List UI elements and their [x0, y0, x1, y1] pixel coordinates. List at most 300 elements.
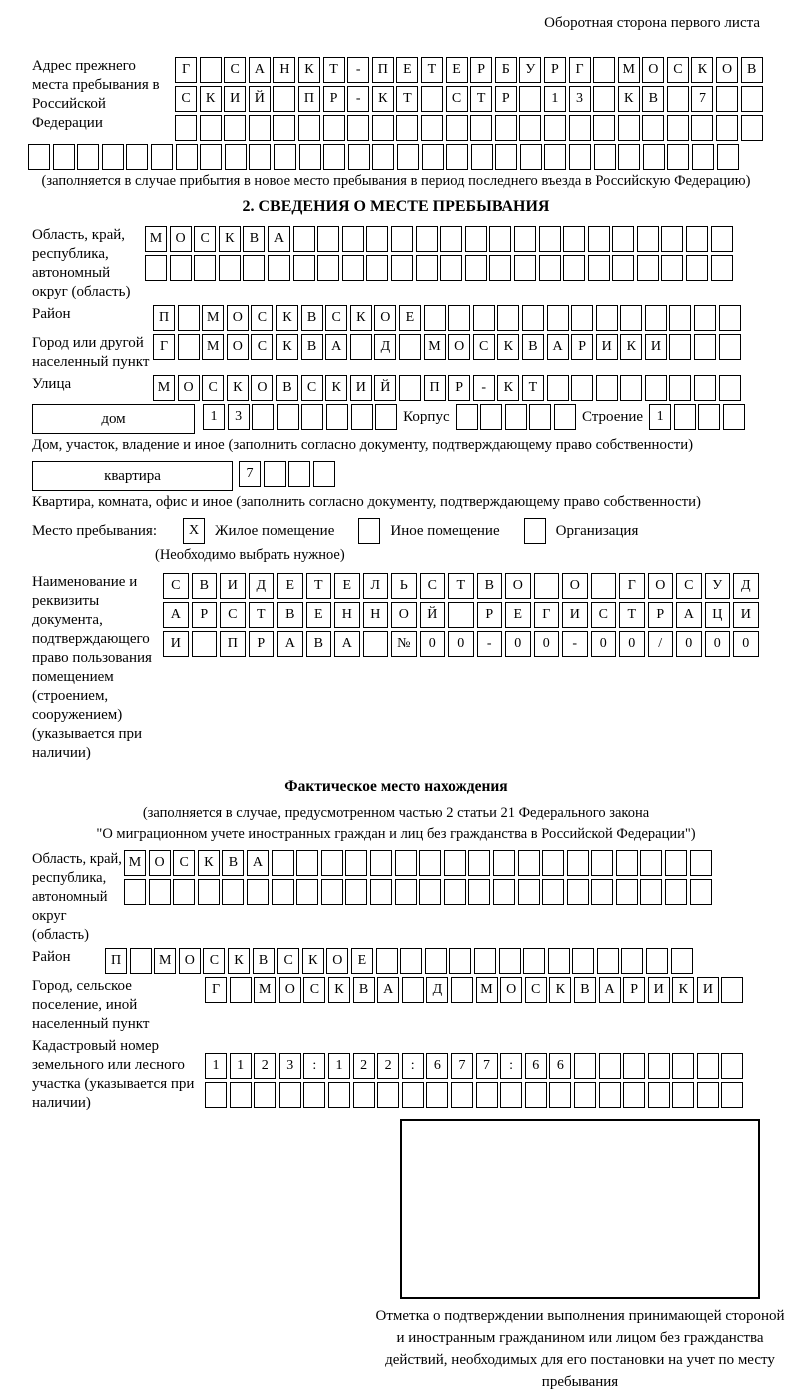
form-cell[interactable]: [544, 115, 566, 141]
form-cell[interactable]: [542, 879, 564, 905]
form-cell[interactable]: [416, 255, 438, 281]
form-cell[interactable]: [370, 879, 392, 905]
form-cell[interactable]: Р: [648, 602, 674, 628]
form-cell[interactable]: К: [497, 375, 519, 401]
form-cell[interactable]: [222, 879, 244, 905]
form-cell[interactable]: С: [525, 977, 547, 1003]
form-cell[interactable]: 3: [569, 86, 591, 112]
form-cell[interactable]: С: [203, 948, 225, 974]
form-cell[interactable]: К: [200, 86, 222, 112]
form-cell[interactable]: [694, 334, 716, 360]
form-cell[interactable]: А: [247, 850, 269, 876]
form-cell[interactable]: [219, 255, 241, 281]
form-cell[interactable]: [661, 226, 683, 252]
form-cell[interactable]: [402, 1082, 424, 1108]
form-cell[interactable]: [296, 879, 318, 905]
form-cell[interactable]: А: [547, 334, 569, 360]
form-cell[interactable]: 7: [451, 1053, 473, 1079]
form-cell[interactable]: [716, 86, 738, 112]
form-cell[interactable]: [721, 1082, 743, 1108]
form-cell[interactable]: П: [298, 86, 320, 112]
form-cell[interactable]: К: [549, 977, 571, 1003]
form-cell[interactable]: [440, 255, 462, 281]
form-cell[interactable]: Л: [363, 573, 389, 599]
form-cell[interactable]: [697, 1082, 719, 1108]
form-cell[interactable]: В: [522, 334, 544, 360]
form-cell[interactable]: 6: [426, 1053, 448, 1079]
form-cell[interactable]: Р: [448, 375, 470, 401]
form-cell[interactable]: [151, 144, 173, 170]
house-type-box[interactable]: дом: [32, 404, 195, 434]
form-cell[interactable]: [426, 1082, 448, 1108]
form-cell[interactable]: 7: [691, 86, 713, 112]
form-cell[interactable]: -: [562, 631, 588, 657]
form-cell[interactable]: 0: [676, 631, 702, 657]
form-cell[interactable]: [350, 334, 372, 360]
form-cell[interactable]: 6: [525, 1053, 547, 1079]
form-cell[interactable]: [247, 879, 269, 905]
form-cell[interactable]: [440, 226, 462, 252]
form-cell[interactable]: С: [473, 334, 495, 360]
form-cell[interactable]: Н: [273, 57, 295, 83]
form-cell[interactable]: [328, 1082, 350, 1108]
form-cell[interactable]: [567, 850, 589, 876]
form-cell[interactable]: К: [372, 86, 394, 112]
form-cell[interactable]: 2: [353, 1053, 375, 1079]
form-cell[interactable]: Т: [396, 86, 418, 112]
form-cell[interactable]: [366, 255, 388, 281]
form-cell[interactable]: [252, 404, 274, 430]
form-cell[interactable]: И: [562, 602, 588, 628]
form-cell[interactable]: [646, 948, 668, 974]
form-cell[interactable]: [456, 404, 478, 430]
form-cell[interactable]: [493, 879, 515, 905]
form-cell[interactable]: [529, 404, 551, 430]
form-cell[interactable]: В: [741, 57, 763, 83]
form-cell[interactable]: [694, 305, 716, 331]
form-cell[interactable]: Н: [363, 602, 389, 628]
form-cell[interactable]: [645, 375, 667, 401]
form-cell[interactable]: [571, 305, 593, 331]
form-cell[interactable]: [176, 144, 198, 170]
form-cell[interactable]: [205, 1082, 227, 1108]
form-cell[interactable]: О: [648, 573, 674, 599]
form-cell[interactable]: С: [175, 86, 197, 112]
form-cell[interactable]: [514, 255, 536, 281]
form-cell[interactable]: [465, 255, 487, 281]
form-cell[interactable]: Т: [619, 602, 645, 628]
form-cell[interactable]: [317, 255, 339, 281]
form-cell[interactable]: [178, 334, 200, 360]
form-cell[interactable]: Т: [249, 602, 275, 628]
form-cell[interactable]: 0: [505, 631, 531, 657]
form-cell[interactable]: [523, 948, 545, 974]
form-cell[interactable]: [448, 305, 470, 331]
form-cell[interactable]: [366, 226, 388, 252]
form-cell[interactable]: К: [219, 226, 241, 252]
form-cell[interactable]: В: [353, 977, 375, 1003]
form-cell[interactable]: В: [276, 375, 298, 401]
form-cell[interactable]: [495, 115, 517, 141]
form-cell[interactable]: :: [500, 1053, 522, 1079]
form-cell[interactable]: [539, 226, 561, 252]
form-cell[interactable]: [616, 879, 638, 905]
form-cell[interactable]: Д: [249, 573, 275, 599]
form-cell[interactable]: 7: [239, 461, 261, 487]
form-cell[interactable]: [173, 879, 195, 905]
form-cell[interactable]: [473, 305, 495, 331]
form-cell[interactable]: 1: [649, 404, 671, 430]
form-cell[interactable]: [637, 255, 659, 281]
form-cell[interactable]: [721, 977, 743, 1003]
form-cell[interactable]: [599, 1053, 621, 1079]
form-cell[interactable]: [419, 879, 441, 905]
form-cell[interactable]: [571, 375, 593, 401]
form-cell[interactable]: [520, 144, 542, 170]
form-cell[interactable]: М: [618, 57, 640, 83]
form-cell[interactable]: [567, 879, 589, 905]
form-cell[interactable]: [597, 948, 619, 974]
form-cell[interactable]: К: [198, 850, 220, 876]
form-cell[interactable]: Н: [334, 602, 360, 628]
form-cell[interactable]: [667, 115, 689, 141]
form-cell[interactable]: Д: [374, 334, 396, 360]
form-cell[interactable]: [376, 948, 398, 974]
form-cell[interactable]: С: [251, 334, 273, 360]
form-cell[interactable]: [547, 375, 569, 401]
form-cell[interactable]: В: [642, 86, 664, 112]
form-cell[interactable]: [692, 144, 714, 170]
form-cell[interactable]: [594, 144, 616, 170]
form-cell[interactable]: Е: [334, 573, 360, 599]
form-cell[interactable]: А: [277, 631, 303, 657]
form-cell[interactable]: К: [350, 305, 372, 331]
form-cell[interactable]: [596, 305, 618, 331]
form-cell[interactable]: М: [424, 334, 446, 360]
form-cell[interactable]: О: [179, 948, 201, 974]
form-cell[interactable]: 0: [733, 631, 759, 657]
form-cell[interactable]: [514, 226, 536, 252]
form-cell[interactable]: С: [420, 573, 446, 599]
form-cell[interactable]: [621, 948, 643, 974]
form-cell[interactable]: С: [202, 375, 224, 401]
form-cell[interactable]: 1: [328, 1053, 350, 1079]
form-cell[interactable]: 0: [619, 631, 645, 657]
form-cell[interactable]: :: [303, 1053, 325, 1079]
form-cell[interactable]: О: [326, 948, 348, 974]
form-cell[interactable]: Р: [495, 86, 517, 112]
form-cell[interactable]: [444, 850, 466, 876]
form-cell[interactable]: В: [477, 573, 503, 599]
form-cell[interactable]: [273, 86, 295, 112]
form-cell[interactable]: [671, 948, 693, 974]
form-cell[interactable]: Т: [306, 573, 332, 599]
form-cell[interactable]: [126, 144, 148, 170]
form-cell[interactable]: [719, 305, 741, 331]
form-cell[interactable]: [667, 144, 689, 170]
form-cell[interactable]: [665, 850, 687, 876]
form-cell[interactable]: М: [145, 226, 167, 252]
form-cell[interactable]: [395, 879, 417, 905]
form-cell[interactable]: [495, 144, 517, 170]
form-cell[interactable]: [499, 948, 521, 974]
form-cell[interactable]: [419, 850, 441, 876]
form-cell[interactable]: [497, 305, 519, 331]
form-cell[interactable]: [642, 115, 664, 141]
form-cell[interactable]: Р: [249, 631, 275, 657]
form-cell[interactable]: [194, 255, 216, 281]
form-cell[interactable]: О: [149, 850, 171, 876]
form-cell[interactable]: [717, 144, 739, 170]
form-cell[interactable]: В: [574, 977, 596, 1003]
form-cell[interactable]: [694, 375, 716, 401]
form-cell[interactable]: [124, 879, 146, 905]
form-cell[interactable]: Е: [306, 602, 332, 628]
form-cell[interactable]: [449, 948, 471, 974]
form-cell[interactable]: А: [325, 334, 347, 360]
form-cell[interactable]: [321, 850, 343, 876]
form-cell[interactable]: [416, 226, 438, 252]
form-cell[interactable]: К: [691, 57, 713, 83]
form-cell[interactable]: [721, 1053, 743, 1079]
form-cell[interactable]: [711, 226, 733, 252]
form-cell[interactable]: М: [154, 948, 176, 974]
form-cell[interactable]: [489, 255, 511, 281]
form-cell[interactable]: Г: [619, 573, 645, 599]
form-cell[interactable]: С: [251, 305, 273, 331]
form-cell[interactable]: [524, 518, 546, 544]
form-cell[interactable]: [574, 1082, 596, 1108]
form-cell[interactable]: [596, 375, 618, 401]
form-cell[interactable]: [145, 255, 167, 281]
form-cell[interactable]: [563, 226, 585, 252]
form-cell[interactable]: [149, 879, 171, 905]
form-cell[interactable]: В: [192, 573, 218, 599]
form-cell[interactable]: [648, 1082, 670, 1108]
form-cell[interactable]: [345, 879, 367, 905]
form-cell[interactable]: П: [153, 305, 175, 331]
form-cell[interactable]: 2: [377, 1053, 399, 1079]
form-cell[interactable]: [425, 948, 447, 974]
form-cell[interactable]: О: [227, 305, 249, 331]
form-cell[interactable]: [395, 850, 417, 876]
form-cell[interactable]: П: [105, 948, 127, 974]
form-cell[interactable]: С: [301, 375, 323, 401]
form-cell[interactable]: О: [642, 57, 664, 83]
form-cell[interactable]: Д: [426, 977, 448, 1003]
form-cell[interactable]: [345, 850, 367, 876]
form-cell[interactable]: [351, 404, 373, 430]
form-cell[interactable]: [451, 1082, 473, 1108]
form-cell[interactable]: [665, 879, 687, 905]
form-cell[interactable]: К: [618, 86, 640, 112]
form-cell[interactable]: Ь: [391, 573, 417, 599]
form-cell[interactable]: [230, 977, 252, 1003]
form-cell[interactable]: [323, 144, 345, 170]
form-cell[interactable]: [489, 226, 511, 252]
form-cell[interactable]: Й: [374, 375, 396, 401]
form-cell[interactable]: И: [645, 334, 667, 360]
form-cell[interactable]: [313, 461, 335, 487]
form-cell[interactable]: О: [227, 334, 249, 360]
form-cell[interactable]: [249, 115, 271, 141]
form-cell[interactable]: М: [202, 305, 224, 331]
form-cell[interactable]: М: [254, 977, 276, 1003]
form-cell[interactable]: [424, 305, 446, 331]
form-cell[interactable]: [572, 948, 594, 974]
form-cell[interactable]: [500, 1082, 522, 1108]
form-cell[interactable]: Т: [522, 375, 544, 401]
form-cell[interactable]: [377, 1082, 399, 1108]
form-cell[interactable]: [661, 255, 683, 281]
form-cell[interactable]: [225, 144, 247, 170]
form-cell[interactable]: [198, 879, 220, 905]
form-cell[interactable]: 0: [534, 631, 560, 657]
form-cell[interactable]: [476, 1082, 498, 1108]
form-cell[interactable]: [342, 255, 364, 281]
form-cell[interactable]: В: [253, 948, 275, 974]
form-cell[interactable]: [686, 226, 708, 252]
form-cell[interactable]: [254, 1082, 276, 1108]
form-cell[interactable]: О: [716, 57, 738, 83]
form-cell[interactable]: М: [153, 375, 175, 401]
form-cell[interactable]: 0: [591, 631, 617, 657]
form-cell[interactable]: [623, 1082, 645, 1108]
form-cell[interactable]: [348, 144, 370, 170]
form-cell[interactable]: К: [672, 977, 694, 1003]
form-cell[interactable]: У: [519, 57, 541, 83]
form-cell[interactable]: [623, 1053, 645, 1079]
form-cell[interactable]: В: [222, 850, 244, 876]
form-cell[interactable]: [534, 573, 560, 599]
form-cell[interactable]: И: [224, 86, 246, 112]
form-cell[interactable]: П: [220, 631, 246, 657]
form-cell[interactable]: О: [448, 334, 470, 360]
form-cell[interactable]: С: [667, 57, 689, 83]
form-cell[interactable]: 3: [228, 404, 250, 430]
form-cell[interactable]: [192, 631, 218, 657]
form-cell[interactable]: [468, 879, 490, 905]
form-cell[interactable]: 1: [203, 404, 225, 430]
form-cell[interactable]: [347, 115, 369, 141]
form-cell[interactable]: [522, 305, 544, 331]
form-cell[interactable]: :: [402, 1053, 424, 1079]
form-cell[interactable]: [358, 518, 380, 544]
form-cell[interactable]: Р: [544, 57, 566, 83]
form-cell[interactable]: [574, 1053, 596, 1079]
form-cell[interactable]: [399, 334, 421, 360]
form-cell[interactable]: -: [477, 631, 503, 657]
form-cell[interactable]: [444, 879, 466, 905]
form-cell[interactable]: [353, 1082, 375, 1108]
form-cell[interactable]: [277, 404, 299, 430]
form-cell[interactable]: С: [224, 57, 246, 83]
form-cell[interactable]: [525, 1082, 547, 1108]
form-cell[interactable]: К: [276, 305, 298, 331]
form-cell[interactable]: [296, 850, 318, 876]
form-cell[interactable]: [293, 255, 315, 281]
form-cell[interactable]: [422, 144, 444, 170]
form-cell[interactable]: -: [347, 57, 369, 83]
form-cell[interactable]: П: [424, 375, 446, 401]
form-cell[interactable]: [402, 977, 424, 1003]
form-cell[interactable]: О: [391, 602, 417, 628]
form-cell[interactable]: [170, 255, 192, 281]
form-cell[interactable]: К: [325, 375, 347, 401]
form-cell[interactable]: [342, 226, 364, 252]
form-cell[interactable]: Г: [175, 57, 197, 83]
form-cell[interactable]: [274, 144, 296, 170]
form-cell[interactable]: [588, 226, 610, 252]
form-cell[interactable]: [465, 226, 487, 252]
form-cell[interactable]: [593, 86, 615, 112]
form-cell[interactable]: Т: [448, 573, 474, 599]
form-cell[interactable]: [616, 850, 638, 876]
form-cell[interactable]: [272, 850, 294, 876]
form-cell[interactable]: [648, 1053, 670, 1079]
form-cell[interactable]: [293, 226, 315, 252]
form-cell[interactable]: К: [228, 948, 250, 974]
form-cell[interactable]: В: [301, 334, 323, 360]
form-cell[interactable]: А: [334, 631, 360, 657]
form-cell[interactable]: [547, 305, 569, 331]
form-cell[interactable]: [372, 144, 394, 170]
form-cell[interactable]: [200, 144, 222, 170]
form-cell[interactable]: [518, 879, 540, 905]
form-cell[interactable]: [446, 115, 468, 141]
form-cell[interactable]: [741, 115, 763, 141]
form-cell[interactable]: [471, 144, 493, 170]
form-cell[interactable]: Р: [477, 602, 503, 628]
form-cell[interactable]: [301, 404, 323, 430]
form-cell[interactable]: [77, 144, 99, 170]
form-cell[interactable]: [591, 879, 613, 905]
form-cell[interactable]: -: [347, 86, 369, 112]
form-cell[interactable]: [391, 226, 413, 252]
form-cell[interactable]: Е: [277, 573, 303, 599]
form-cell[interactable]: И: [350, 375, 372, 401]
form-cell[interactable]: М: [202, 334, 224, 360]
form-cell[interactable]: Р: [623, 977, 645, 1003]
form-cell[interactable]: И: [733, 602, 759, 628]
form-cell[interactable]: С: [303, 977, 325, 1003]
form-cell[interactable]: [593, 115, 615, 141]
form-cell[interactable]: [548, 948, 570, 974]
form-cell[interactable]: А: [268, 226, 290, 252]
form-cell[interactable]: О: [251, 375, 273, 401]
form-cell[interactable]: С: [591, 602, 617, 628]
form-cell[interactable]: /: [648, 631, 674, 657]
form-cell[interactable]: О: [562, 573, 588, 599]
form-cell[interactable]: М: [476, 977, 498, 1003]
form-cell[interactable]: [686, 255, 708, 281]
form-cell[interactable]: К: [620, 334, 642, 360]
form-cell[interactable]: А: [249, 57, 271, 83]
form-cell[interactable]: [645, 305, 667, 331]
form-cell[interactable]: [716, 115, 738, 141]
form-cell[interactable]: [303, 1082, 325, 1108]
form-cell[interactable]: [272, 879, 294, 905]
form-cell[interactable]: [446, 144, 468, 170]
form-cell[interactable]: Р: [323, 86, 345, 112]
form-cell[interactable]: [224, 115, 246, 141]
form-cell[interactable]: [519, 115, 541, 141]
form-cell[interactable]: [674, 404, 696, 430]
form-cell[interactable]: [375, 404, 397, 430]
form-cell[interactable]: 0: [705, 631, 731, 657]
form-cell[interactable]: [640, 879, 662, 905]
form-cell[interactable]: [102, 144, 124, 170]
